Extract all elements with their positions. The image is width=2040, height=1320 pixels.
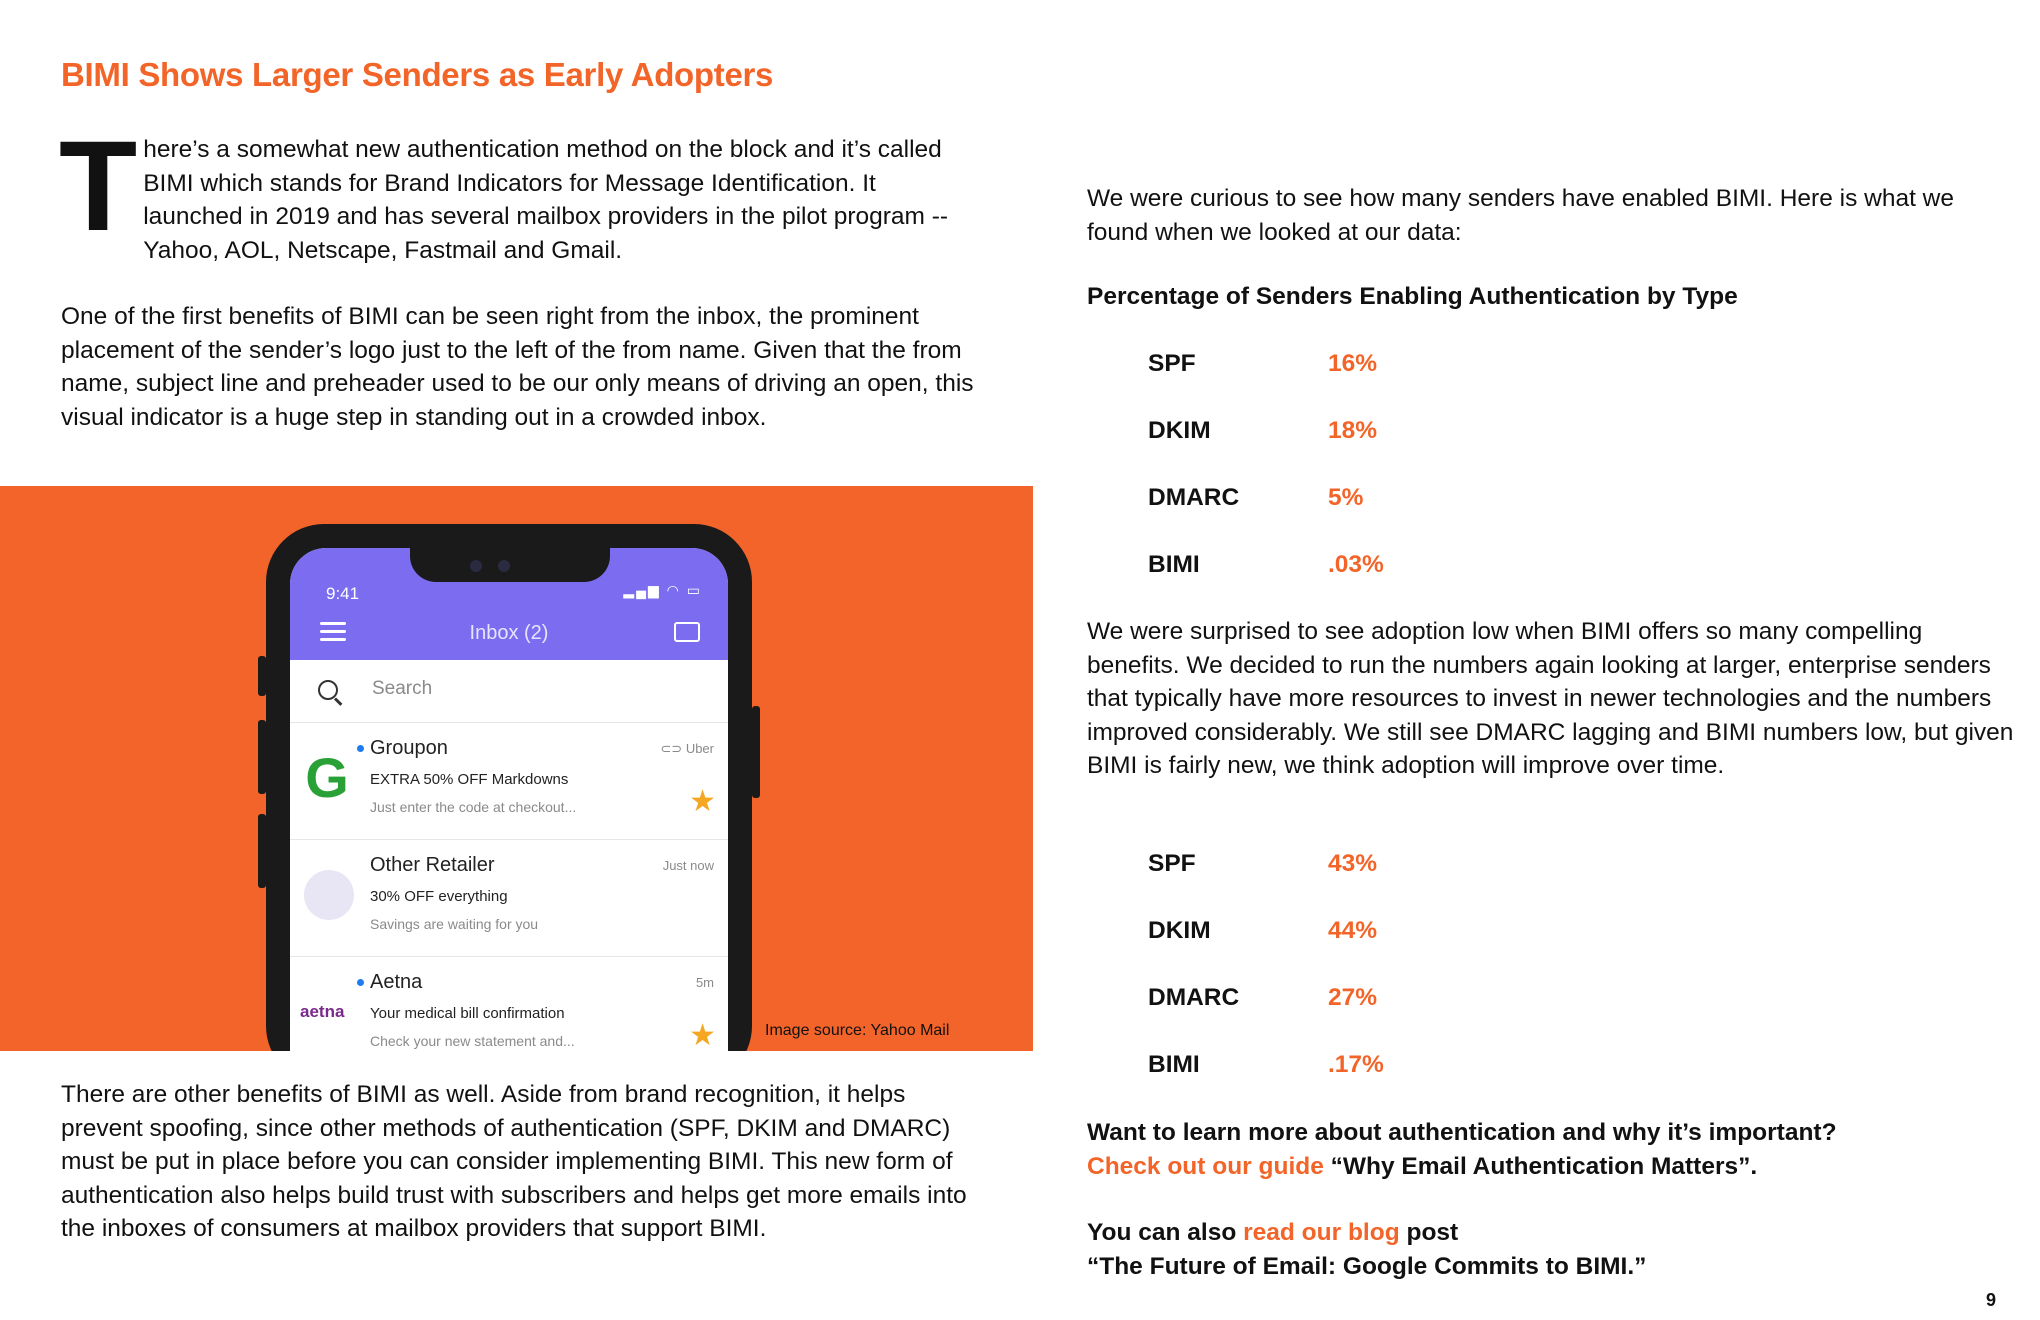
stat-label: BIMI	[1148, 551, 1200, 578]
stat-label: BIMI	[1148, 1051, 1200, 1078]
cta-guide-line	[1087, 1150, 2017, 1184]
enterprise-paragraph: We were surprised to see adoption low when BIMI offers so many compelling benefits. We decided to run the numbers again looking at larger, enterprise senders that typically have more resources to invest in newer technologies and the numbers improved considerably. We still see DMARC lagging and BIMI numbers low, but given BIMI is fairly new, we think adoption will improve over time.	[1087, 618, 2014, 779]
email-sender: Other Retailer	[370, 854, 495, 876]
inbox-title: Inbox (2)	[469, 622, 549, 644]
search-input[interactable]: Search	[372, 678, 433, 699]
signal-wifi-battery-icon: ▂▄▆ ◠ ▭	[623, 582, 702, 598]
yahoo-mail-screenshot	[0, 486, 1033, 1051]
stat-label: SPF	[1148, 350, 1196, 377]
logo-benefit-paragraph: One of the first benefits of BIMI can be seen right from the inbox, the prominent placement of the sender’s logo just to the left of the from name. Given that the from name, subject line and preheader used to be our only means of driving an open, this visual indicator is a huge step in standing out in a crowded inbox.	[61, 303, 974, 431]
stat-row-dmarc	[1148, 484, 1363, 512]
email-time: Just now	[662, 858, 714, 873]
blog-link[interactable]: read our blog	[1243, 1219, 1400, 1246]
phone-mute-switch	[258, 656, 266, 696]
blog-prefix: You can also	[1087, 1219, 1244, 1246]
stat-label: DKIM	[1148, 417, 1211, 444]
phone-notch	[410, 548, 610, 582]
email-sender: Groupon	[370, 737, 448, 759]
enterprise-paragraph-wrap	[1087, 615, 2017, 783]
stat-row-dkim	[1148, 417, 1377, 445]
intro-paragraph	[59, 115, 981, 267]
groupon-logo-icon: G	[302, 753, 352, 803]
email-row-aetna[interactable]	[290, 957, 728, 1051]
email-sender: Aetna	[370, 971, 423, 993]
stat-value: 44%	[1328, 917, 1378, 944]
phone-screen	[290, 548, 728, 1051]
mail-header-bar	[290, 548, 728, 660]
blog-line	[1087, 1216, 2017, 1250]
blank-avatar-icon	[304, 870, 354, 920]
aetna-logo-icon: aetna	[300, 1002, 345, 1021]
page-title: BIMI Shows Larger Senders as Early Adopters	[61, 56, 774, 93]
email-snippet: Check your new statement and...	[370, 1033, 575, 1049]
star-icon[interactable]: ★	[689, 785, 716, 818]
email-meta: ⊂⊃ Uber	[660, 741, 714, 756]
stat-value: .03%	[1328, 551, 1384, 578]
email-subject: EXTRA 50% OFF Markdowns	[370, 771, 569, 788]
unread-dot-icon	[357, 979, 364, 986]
stat-label: SPF	[1148, 850, 1196, 877]
status-time: 9:41	[326, 584, 360, 603]
enterprise-stat-row-bimi	[1148, 1051, 1384, 1079]
stat-row-bimi	[1148, 551, 1384, 579]
stat-value: 18%	[1328, 417, 1378, 444]
phone-volume-down	[258, 814, 266, 888]
stat-label: DMARC	[1148, 484, 1240, 511]
enterprise-stat-row-dmarc	[1148, 984, 1377, 1012]
cta-question: Want to learn more about authentication and why it’s important?	[1087, 1119, 1837, 1146]
compose-icon[interactable]	[674, 622, 700, 642]
drop-cap: T	[59, 115, 138, 258]
guide-link[interactable]: Check out our guide	[1087, 1152, 1324, 1180]
intro-column	[59, 115, 981, 434]
blog-title: “The Future of Email: Google Commits to BIMI.”	[1087, 1252, 1647, 1280]
email-subject: 30% OFF everything	[370, 888, 508, 905]
email-subject: Your medical bill confirmation	[370, 1005, 565, 1022]
other-benefits-column	[61, 1078, 981, 1246]
camera-icon	[470, 560, 482, 572]
stat-value: 5%	[1328, 484, 1364, 511]
stat-value: .17%	[1328, 1051, 1384, 1078]
guide-title: “Why Email Authentication Matters”.	[1323, 1152, 1758, 1180]
phone-volume-up	[258, 720, 266, 794]
image-caption: Image source: Yahoo Mail	[765, 1022, 950, 1039]
stat-row-spf	[1148, 350, 1377, 378]
email-row-groupon[interactable]	[290, 723, 728, 840]
enterprise-stat-row-dkim	[1148, 917, 1377, 945]
intro-text: here’s a somewhat new authentication method on the block and it’s called BIMI which stands for Brand Indicators for Message Identification. It launched in 2019 and has several mailbox providers in the pilot program -- Yahoo, AOL, Netscape, Fastmail and Gmail.	[143, 136, 949, 264]
search-bar[interactable]	[290, 660, 728, 723]
findings-intro-text: We were curious to see how many senders have enabled BIMI. Here is what we found when we looked at our data:	[1087, 185, 1954, 246]
stats-heading: Percentage of Senders Enabling Authentication by Type	[1087, 283, 1738, 310]
stat-value: 43%	[1328, 850, 1378, 877]
enterprise-stat-row-spf	[1148, 850, 1377, 878]
search-icon	[318, 680, 338, 700]
stat-label: DKIM	[1148, 917, 1211, 944]
cta-block	[1087, 1116, 2017, 1283]
stat-value: 27%	[1328, 984, 1378, 1011]
phone-mockup	[266, 524, 752, 1051]
blog-suffix: post	[1399, 1219, 1459, 1246]
phone-power-button	[752, 706, 760, 798]
unread-dot-icon	[357, 745, 364, 752]
stat-value: 16%	[1328, 350, 1378, 377]
email-row-other-retailer[interactable]	[290, 840, 728, 957]
email-snippet: Savings are waiting for you	[370, 916, 539, 932]
sensor-icon	[498, 560, 510, 572]
email-snippet: Just enter the code at checkout...	[370, 799, 577, 815]
email-time: 5m	[695, 975, 714, 990]
page-number: 9	[1986, 1290, 1997, 1310]
findings-intro	[1087, 182, 2017, 249]
other-benefits-paragraph: There are other benefits of BIMI as well. Aside from brand recognition, it helps prevent spoofing, since other methods of authentication (SPF, DKIM and DMARC) must be put in place before you can consider implementing BIMI. This new form of authentication also helps build trust with subscribers and helps get more emails into the inboxes of consumers at mailbox providers that support BIMI.	[61, 1081, 967, 1242]
stat-label: DMARC	[1148, 984, 1240, 1011]
star-icon[interactable]: ★	[689, 1019, 716, 1051]
stats-heading-wrap	[1087, 283, 2017, 311]
